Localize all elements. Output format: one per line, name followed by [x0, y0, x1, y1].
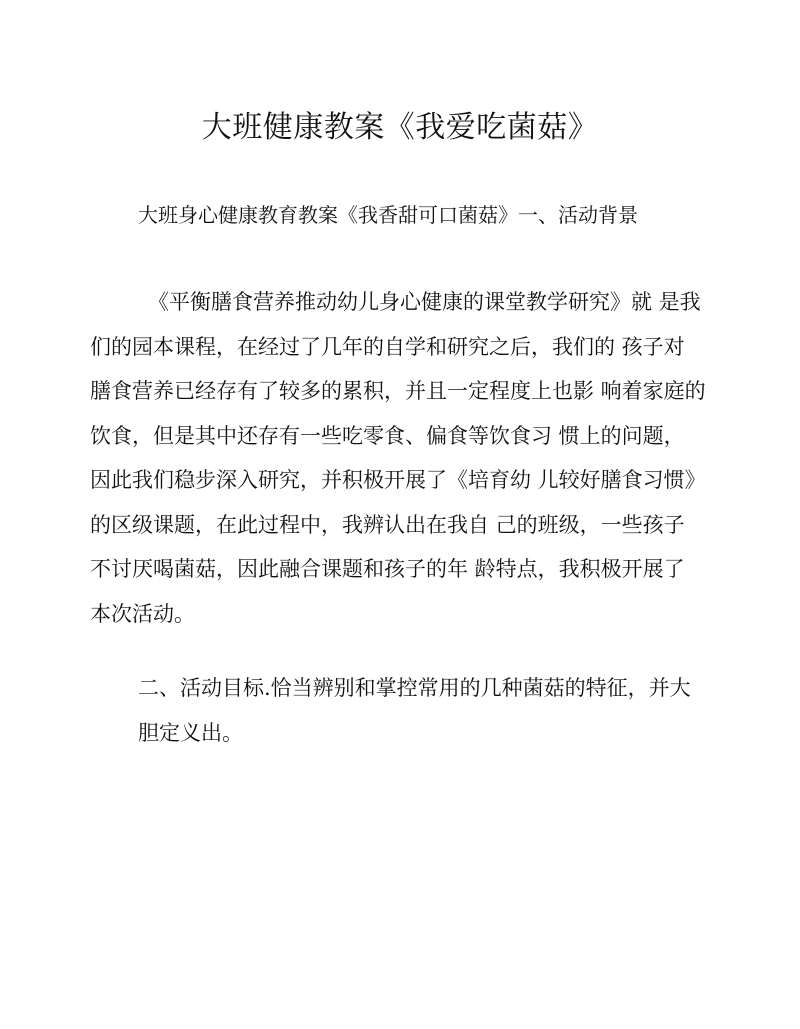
paragraph-line: 的区级课题，在此过程中，我辨认出在我自 己的班级，一些孩子 — [90, 512, 685, 537]
paragraph-line: 不讨厌喝菌菇，因此融合课题和孩子的年 龄特点，我积极开展了 — [90, 557, 685, 581]
paragraph-line: 们的园本课程，在经过了几年的自学和研究之后，我们的 孩子对 — [90, 334, 685, 359]
paragraph-line: 因此我们稳步深入研究，并积极开展了《培育幼 儿较好膳食习惯》 — [90, 468, 706, 492]
paragraph-background — [90, 280, 730, 636]
paragraph-line: 本次活动。 — [90, 601, 195, 626]
section-heading-background: 大班身心健康教育教案《我香甜可口菌菇》一、活动背景 — [138, 203, 638, 227]
paragraph-line: 饮食，但是其中还存有一些吃零食、偏食等饮食习 惯上的问题， — [90, 423, 685, 448]
paragraph-objectives — [138, 666, 738, 755]
document-title: 大班健康教案《我爱吃菌菇》 — [201, 110, 599, 145]
paragraph-line: 膳食营养已经存有了较多的累积，并且一定程度上也影 响着家庭的 — [90, 379, 706, 403]
paragraph-line: 二、活动目标.恰当辨别和掌控常用的几种菌菇的特征，并大 — [138, 676, 691, 700]
paragraph-line: 胆定义出。 — [138, 720, 243, 745]
paragraph-line: 《平衡膳食营养推动幼儿身心健康的课堂教学研究》就 是我 — [148, 290, 701, 314]
